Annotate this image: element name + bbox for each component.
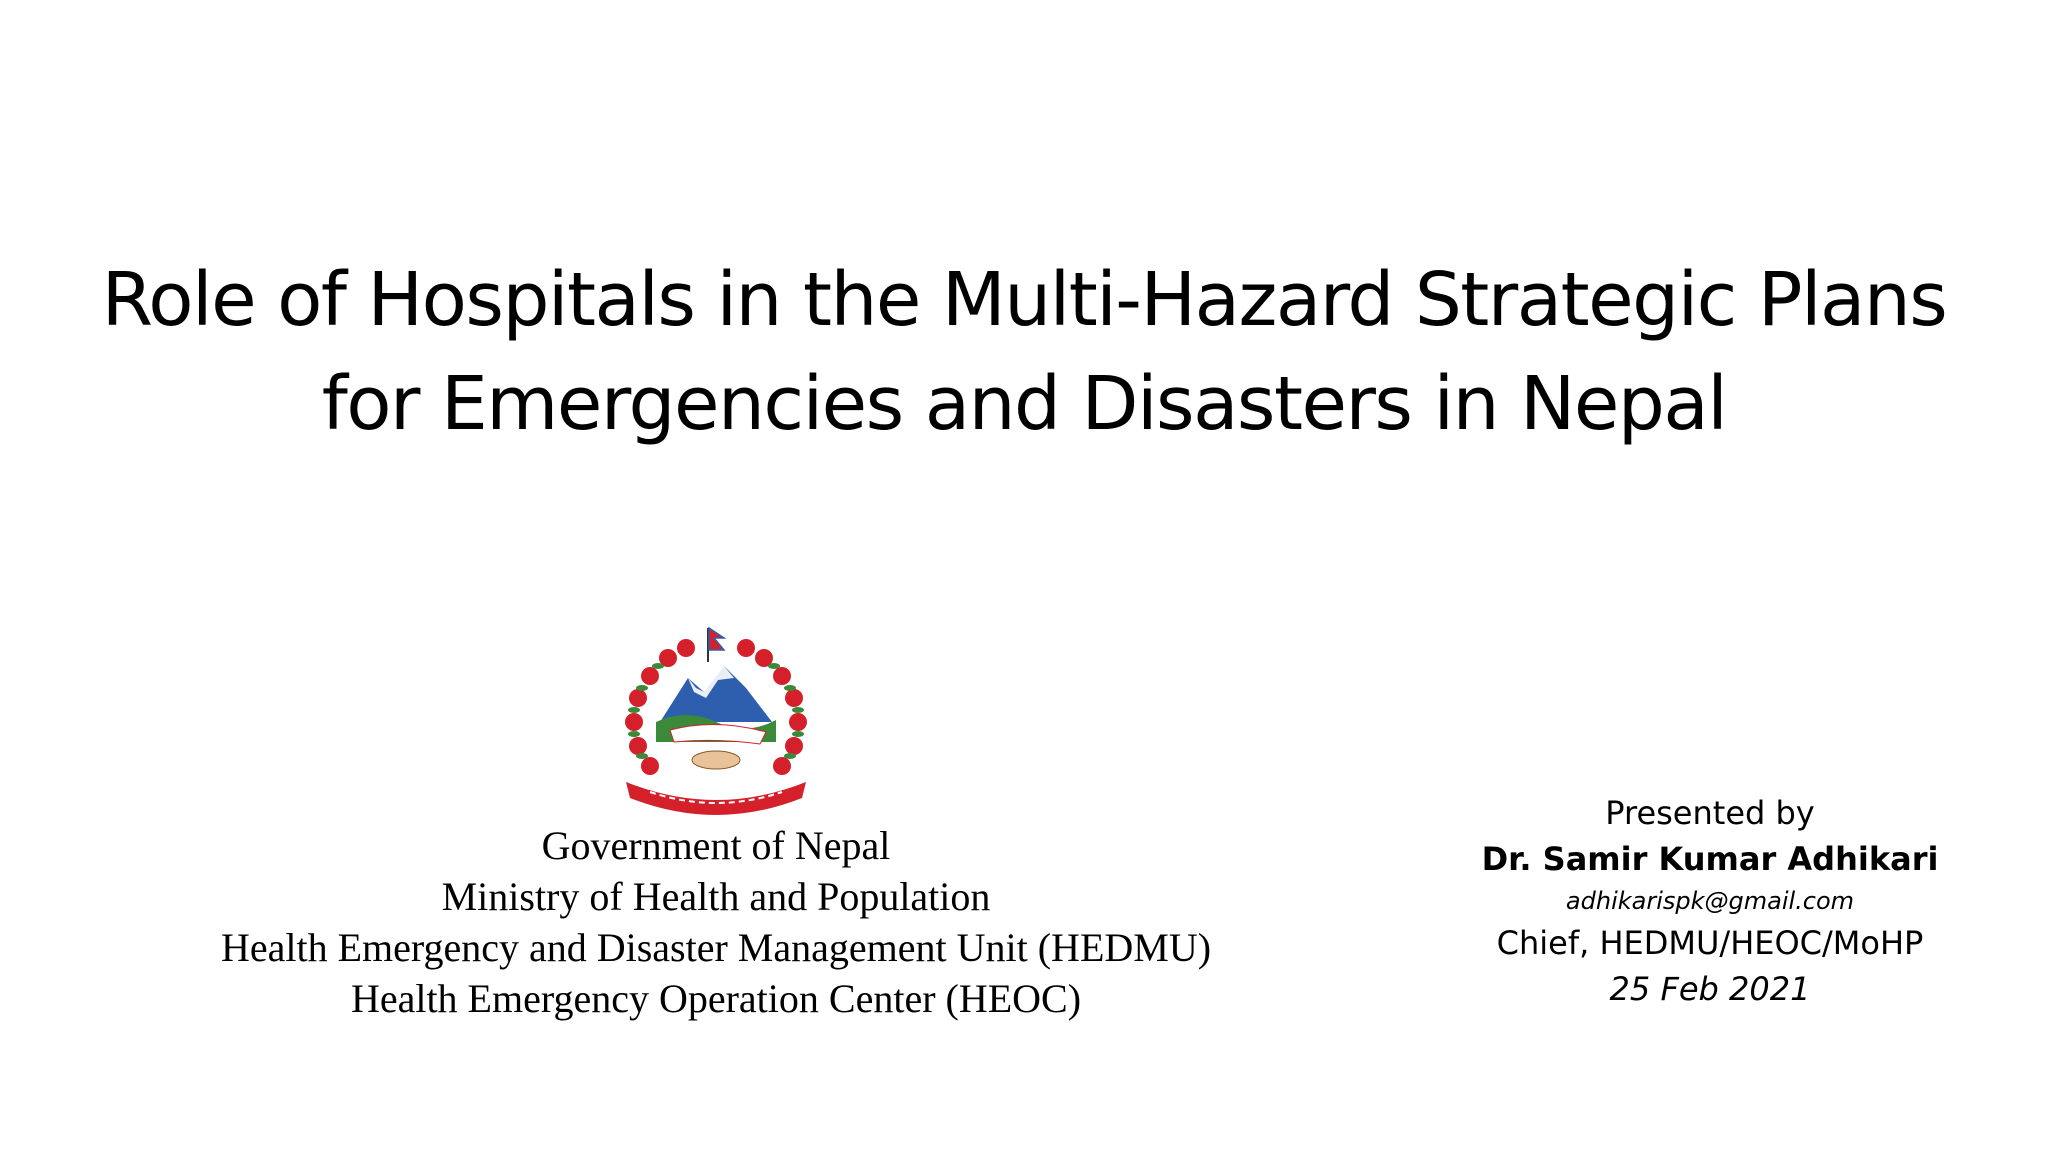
title-line-1: Role of Hospitals in the Multi-Hazard Strategic Plans (101, 257, 1947, 343)
organization-block (100, 820, 1332, 1024)
presenter-name: Dr. Samir Kumar Adhikari (1481, 840, 1939, 878)
presenter-block (1440, 790, 1980, 1012)
presented-by-label: Presented by (1605, 794, 1815, 832)
presentation-date: 25 Feb 2021 (1609, 970, 1811, 1008)
org-government: Government of Nepal (541, 823, 891, 868)
title-line-2: for Emergencies and Disasters in Nepal (321, 361, 1727, 447)
nepal-emblem-icon (606, 622, 826, 818)
presenter-role: Chief, HEDMU/HEOC/MoHP (1496, 924, 1924, 962)
presenter-email: adhikarispk@gmail.com (1565, 887, 1855, 915)
slide-title (40, 248, 2008, 456)
org-heoc: Health Emergency Operation Center (HEOC) (350, 976, 1082, 1021)
org-hedmu: Health Emergency and Disaster Management Unit (HEDMU) (220, 925, 1212, 970)
org-ministry: Ministry of Health and Population (441, 874, 991, 919)
